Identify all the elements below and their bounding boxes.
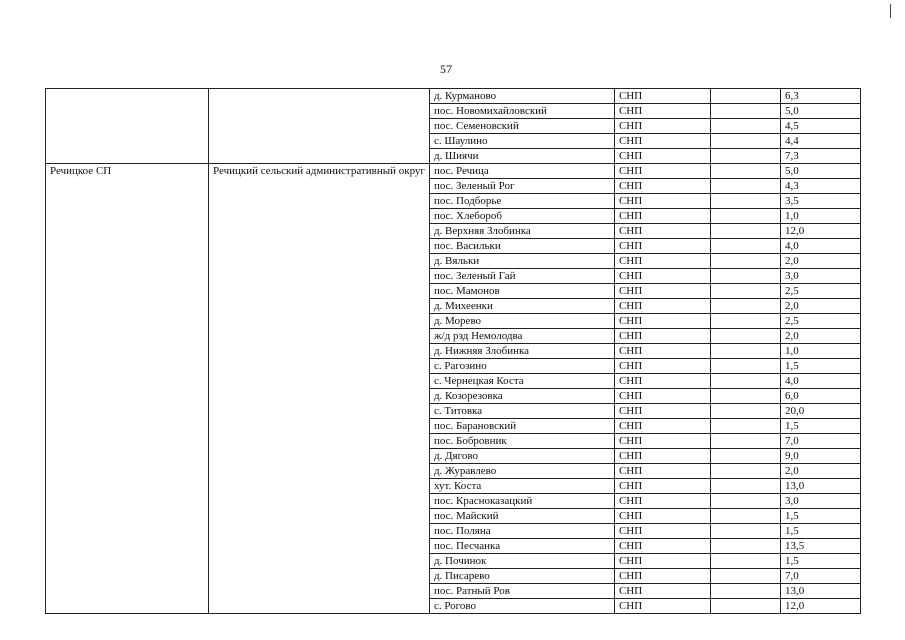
value-cell: 5,0 xyxy=(780,164,860,179)
locality-type-cell: СНП xyxy=(614,329,710,344)
empty-cell xyxy=(710,584,780,599)
locality-name-cell: пос. Поляна xyxy=(429,524,614,539)
locality-type-cell: СНП xyxy=(614,599,710,614)
locality-type-cell: СНП xyxy=(614,134,710,149)
locality-name-cell: пос. Песчанка xyxy=(429,539,614,554)
value-cell: 4,5 xyxy=(780,119,860,134)
value-cell: 9,0 xyxy=(780,449,860,464)
value-cell: 3,0 xyxy=(780,269,860,284)
table-row xyxy=(46,89,861,104)
value-cell: 1,0 xyxy=(780,209,860,224)
value-cell: 6,3 xyxy=(780,89,860,104)
locality-name-cell: пос. Хлебороб xyxy=(429,209,614,224)
locality-name-cell: пос. Ратный Ров xyxy=(429,584,614,599)
settlement-cell: Речицкое СП xyxy=(46,164,209,614)
empty-cell xyxy=(710,224,780,239)
locality-type-cell: СНП xyxy=(614,164,710,179)
locality-name-cell: пос. Васильки xyxy=(429,239,614,254)
empty-cell xyxy=(710,434,780,449)
empty-cell xyxy=(710,119,780,134)
locality-name-cell: пос. Подборье xyxy=(429,194,614,209)
locality-name-cell: с. Титовка xyxy=(429,404,614,419)
value-cell: 4,0 xyxy=(780,239,860,254)
locality-type-cell: СНП xyxy=(614,434,710,449)
empty-cell xyxy=(710,494,780,509)
value-cell: 7,0 xyxy=(780,569,860,584)
empty-cell xyxy=(710,299,780,314)
locality-name-cell: пос. Зеленый Гай xyxy=(429,269,614,284)
locality-name-cell: д. Вяльки xyxy=(429,254,614,269)
empty-cell xyxy=(710,404,780,419)
locality-type-cell: СНП xyxy=(614,494,710,509)
value-cell: 4,4 xyxy=(780,134,860,149)
locality-name-cell: с. Рогово xyxy=(429,599,614,614)
value-cell: 13,0 xyxy=(780,584,860,599)
empty-cell xyxy=(710,314,780,329)
empty-cell xyxy=(710,209,780,224)
locality-type-cell: СНП xyxy=(614,389,710,404)
locality-type-cell: СНП xyxy=(614,149,710,164)
empty-cell xyxy=(710,329,780,344)
value-cell: 4,0 xyxy=(780,374,860,389)
locality-type-cell: СНП xyxy=(614,179,710,194)
empty-cell xyxy=(710,509,780,524)
settlements-table-body xyxy=(46,89,861,614)
locality-name-cell: д. Курманово xyxy=(429,89,614,104)
value-cell: 12,0 xyxy=(780,224,860,239)
empty-cell xyxy=(710,254,780,269)
locality-type-cell: СНП xyxy=(614,314,710,329)
table-row xyxy=(46,164,861,179)
value-cell: 12,0 xyxy=(780,599,860,614)
locality-name-cell: пос. Новомихайловский xyxy=(429,104,614,119)
empty-cell xyxy=(710,524,780,539)
empty-cell xyxy=(710,599,780,614)
locality-type-cell: СНП xyxy=(614,254,710,269)
locality-type-cell: СНП xyxy=(614,584,710,599)
value-cell: 6,0 xyxy=(780,389,860,404)
locality-type-cell: СНП xyxy=(614,419,710,434)
empty-cell xyxy=(710,479,780,494)
empty-cell xyxy=(710,464,780,479)
empty-cell xyxy=(710,374,780,389)
value-cell: 2,0 xyxy=(780,254,860,269)
value-cell: 20,0 xyxy=(780,404,860,419)
page-edge-mark xyxy=(890,4,891,18)
empty-cell xyxy=(710,419,780,434)
value-cell: 2,5 xyxy=(780,314,860,329)
locality-type-cell: СНП xyxy=(614,554,710,569)
locality-type-cell: СНП xyxy=(614,104,710,119)
locality-type-cell: СНП xyxy=(614,569,710,584)
locality-name-cell: д. Шиячи xyxy=(429,149,614,164)
empty-cell xyxy=(710,89,780,104)
locality-type-cell: СНП xyxy=(614,479,710,494)
value-cell: 1,0 xyxy=(780,344,860,359)
value-cell: 1,5 xyxy=(780,554,860,569)
locality-type-cell: СНП xyxy=(614,524,710,539)
locality-type-cell: СНП xyxy=(614,509,710,524)
empty-cell xyxy=(710,104,780,119)
value-cell: 2,0 xyxy=(780,329,860,344)
value-cell: 1,5 xyxy=(780,524,860,539)
locality-type-cell: СНП xyxy=(614,359,710,374)
empty-cell xyxy=(710,389,780,404)
value-cell: 1,5 xyxy=(780,359,860,374)
value-cell: 13,0 xyxy=(780,479,860,494)
locality-name-cell: пос. Речица xyxy=(429,164,614,179)
locality-name-cell: пос. Красноказацкий xyxy=(429,494,614,509)
district-cell: Речицкий сельский административный округ xyxy=(209,164,430,614)
value-cell: 7,3 xyxy=(780,149,860,164)
empty-cell xyxy=(710,179,780,194)
locality-name-cell: д. Верхняя Злобинка xyxy=(429,224,614,239)
locality-name-cell: д. Писарево xyxy=(429,569,614,584)
locality-type-cell: СНП xyxy=(614,224,710,239)
empty-cell xyxy=(710,269,780,284)
empty-cell xyxy=(710,569,780,584)
locality-name-cell: д. Нижняя Злобинка xyxy=(429,344,614,359)
locality-type-cell: СНП xyxy=(614,269,710,284)
locality-type-cell: СНП xyxy=(614,404,710,419)
value-cell: 2,0 xyxy=(780,299,860,314)
locality-type-cell: СНП xyxy=(614,299,710,314)
locality-name-cell: ж/д рзд Немолодва xyxy=(429,329,614,344)
value-cell: 5,0 xyxy=(780,104,860,119)
value-cell: 2,5 xyxy=(780,284,860,299)
locality-name-cell: пос. Майский xyxy=(429,509,614,524)
empty-cell xyxy=(710,284,780,299)
locality-name-cell: д. Козорезовка xyxy=(429,389,614,404)
locality-name-cell: д. Журавлево xyxy=(429,464,614,479)
locality-name-cell: хут. Коста xyxy=(429,479,614,494)
value-cell: 3,0 xyxy=(780,494,860,509)
locality-name-cell: д. Михеенки xyxy=(429,299,614,314)
settlement-cell xyxy=(46,89,209,164)
locality-type-cell: СНП xyxy=(614,449,710,464)
locality-name-cell: пос. Мамонов xyxy=(429,284,614,299)
locality-type-cell: СНП xyxy=(614,374,710,389)
locality-type-cell: СНП xyxy=(614,344,710,359)
locality-type-cell: СНП xyxy=(614,194,710,209)
value-cell: 3,5 xyxy=(780,194,860,209)
locality-name-cell: пос. Семеновский xyxy=(429,119,614,134)
locality-name-cell: д. Морево xyxy=(429,314,614,329)
empty-cell xyxy=(710,134,780,149)
empty-cell xyxy=(710,359,780,374)
value-cell: 1,5 xyxy=(780,419,860,434)
value-cell: 7,0 xyxy=(780,434,860,449)
empty-cell xyxy=(710,449,780,464)
locality-type-cell: СНП xyxy=(614,89,710,104)
empty-cell xyxy=(710,194,780,209)
locality-name-cell: пос. Зеленый Рог xyxy=(429,179,614,194)
value-cell: 13,5 xyxy=(780,539,860,554)
locality-name-cell: с. Шаулино xyxy=(429,134,614,149)
locality-name-cell: пос. Бобровник xyxy=(429,434,614,449)
locality-type-cell: СНП xyxy=(614,119,710,134)
district-cell xyxy=(209,89,430,164)
locality-type-cell: СНП xyxy=(614,284,710,299)
empty-cell xyxy=(710,164,780,179)
empty-cell xyxy=(710,149,780,164)
empty-cell xyxy=(710,344,780,359)
locality-type-cell: СНП xyxy=(614,209,710,224)
locality-name-cell: пос. Барановский xyxy=(429,419,614,434)
locality-name-cell: с. Чернецкая Коста xyxy=(429,374,614,389)
value-cell: 1,5 xyxy=(780,509,860,524)
settlements-table xyxy=(45,88,861,614)
empty-cell xyxy=(710,554,780,569)
value-cell: 4,3 xyxy=(780,179,860,194)
page-number-text: 57 xyxy=(440,62,452,76)
locality-name-cell: д. Починок xyxy=(429,554,614,569)
empty-cell xyxy=(710,239,780,254)
locality-type-cell: СНП xyxy=(614,539,710,554)
value-cell: 2,0 xyxy=(780,464,860,479)
empty-cell xyxy=(710,539,780,554)
locality-name-cell: д. Дягово xyxy=(429,449,614,464)
locality-type-cell: СНП xyxy=(614,239,710,254)
locality-type-cell: СНП xyxy=(614,464,710,479)
locality-name-cell: с. Рагозино xyxy=(429,359,614,374)
